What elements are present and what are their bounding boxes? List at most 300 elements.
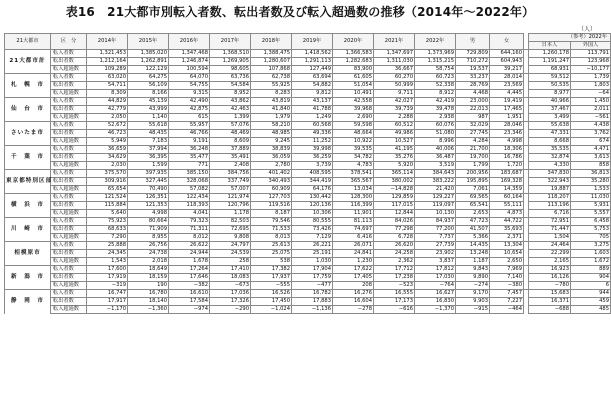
table-cell: 1,282,683 [333,58,374,66]
table-cell: 120,136 [292,202,333,210]
row-label: 転入者数 [51,242,87,250]
table-cell: 328,068 [169,178,210,186]
table-cell: 5,557 [571,210,611,218]
table-cell: 2,018 [128,258,169,266]
table-cell: 3,837 [415,258,456,266]
table-cell: −274 [456,282,490,290]
table-cell: 729,809 [456,50,490,58]
table-cell: 16,604 [333,298,374,306]
table-cell: −555 [251,282,292,290]
table-cell: 17,410 [210,266,251,274]
table-cell: 26,071 [333,242,374,250]
table-cell: 8,187 [251,210,292,218]
table-cell: 48,435 [128,130,169,138]
table-cell: 1,212,164 [87,58,128,66]
table-cell: 36,487 [415,154,456,162]
table-cell: 123,968 [571,58,611,66]
table-cell: 60,270 [374,74,415,82]
table-cell: 17,382 [251,266,292,274]
table-cell: 11,030 [571,194,611,202]
table-cell: 17,600 [87,266,128,274]
table-cell: 128,300 [333,194,374,202]
table-cell: 51,080 [415,130,456,138]
table-cell: 8,996 [415,138,456,146]
table-cell: 16,747 [87,290,128,298]
table-cell: 36,667 [374,66,415,74]
row-label: 転入者数 [51,290,87,298]
table-cell: 54,882 [292,82,333,90]
table-cell: 9,808 [210,234,251,242]
table-cell: −14,828 [374,186,415,194]
table-cell: 17,173 [374,298,415,306]
table-cell: 4,998 [128,210,169,218]
table-cell: 10,922 [333,138,374,146]
table-cell: 208 [333,282,374,290]
table-cell: 43,819 [251,98,292,106]
table-cell: 2,653 [456,210,490,218]
table-cell: 1,366,583 [333,50,374,58]
table-cell: 127,703 [251,194,292,202]
table-cell: 2,050 [87,114,128,122]
header-japanese: 日本人 [529,42,571,50]
header-year: 2021年 [374,34,415,50]
header-year: 2017年 [210,34,251,50]
table-cell: 17,646 [169,274,210,282]
header-year: 2022年 [415,34,456,50]
table-cell: 54,711 [87,82,128,90]
table-cell: 3,519 [415,162,456,170]
table-cell: −523 [374,282,415,290]
table-cell: −464 [490,306,524,314]
table-cell: 22,299 [529,250,571,258]
table-cell: 24,539 [210,250,251,258]
table-cell: 1,385,020 [128,50,169,58]
table-cell: 1,315,215 [415,58,456,66]
table-cell: 113,791 [571,50,611,58]
header-row-top [5,34,611,42]
table-cell: 459 [571,298,611,306]
table-cell: 674 [571,138,611,146]
table-cell: 74,697 [333,226,374,234]
table-cell: 57,076 [210,122,251,130]
table-cell: −974 [169,306,210,314]
table-row [5,178,611,186]
table-cell: 365,567 [333,178,374,186]
header-year: 2014年 [87,34,128,50]
table-cell: 22,013 [456,106,490,114]
table-cell: 2,165 [529,258,571,266]
table-row [5,130,611,138]
table-cell: 401,402 [251,170,292,178]
table-row [5,170,611,178]
table-cell: 65,654 [87,186,128,194]
table-cell: 8,012 [169,234,210,242]
table-cell: 2,408 [210,162,251,170]
table-cell: 23,569 [490,82,524,90]
table-row [5,122,611,130]
table-cell: 27,745 [456,130,490,138]
table-cell: 385,150 [169,170,210,178]
table-cell: 6,716 [529,210,571,218]
table-cell: 42,875 [169,106,210,114]
table-cell: 25,075 [251,250,292,258]
table-row [5,298,611,306]
table-cell: 63,694 [292,74,333,82]
table-cell: 378,541 [333,170,374,178]
row-label: 転入者数 [51,266,87,274]
table-cell: 42,463 [210,106,251,114]
table-cell: 18,306 [490,146,524,154]
row-label: 転出者数 [51,274,87,282]
table-cell: 71,533 [251,226,292,234]
table-cell: 40,006 [415,146,456,154]
table-cell: 36,248 [169,146,210,154]
row-label: 転出者数 [51,130,87,138]
table-cell: 1,720 [490,162,524,170]
row-label: 転入超過数 [51,66,87,74]
table-cell: 39,998 [292,146,333,154]
table-cell: 397,935 [128,170,169,178]
table-cell: 64,275 [128,74,169,82]
table-cell: 46,723 [87,130,128,138]
table-cell: 485 [571,306,611,314]
table-cell: 16,371 [529,298,571,306]
table-cell: 38,839 [251,146,292,154]
table-cell: 1,321,453 [87,50,128,58]
table-cell: 1,178 [210,210,251,218]
table-cell: 84,026 [374,218,415,226]
table-cell: 1,603 [571,250,611,258]
table-cell: 5,640 [87,210,128,218]
table-cell: 54,584 [210,82,251,90]
table-cell: 130,442 [292,194,333,202]
table-cell: 365,114 [374,170,415,178]
table-row [5,290,611,298]
table-row [5,218,611,226]
table-cell: 9,903 [456,298,490,306]
table-cell: 1,373,969 [415,50,456,58]
table-cell: 6,416 [333,234,374,242]
header-kubun: 区 分 [51,34,87,50]
table-cell: 327,445 [128,178,169,186]
table-cell: 39,478 [415,106,456,114]
table-cell: 375,570 [87,170,128,178]
row-label: 転入超過数 [51,282,87,290]
table-cell: 60,076 [415,122,456,130]
table-cell: 9,170 [456,290,490,298]
table-cell: 61,605 [333,74,374,82]
table-cell: 122,129 [128,66,169,74]
table-cell: 2,030 [87,162,128,170]
row-label: 転入者数 [51,74,87,82]
table-cell: 6,458 [571,218,611,226]
table-cell: 1,672 [571,258,611,266]
table-cell: 5,366 [456,234,490,242]
table-cell: 59,512 [529,74,571,82]
table-cell: −915 [456,306,490,314]
table-cell: 1,262,891 [128,58,169,66]
table-cell: 35,491 [210,154,251,162]
table-cell: 1,450 [571,98,611,106]
table-cell: 8,283 [251,90,292,98]
table-cell: 1,979 [251,114,292,122]
row-label: 転入者数 [51,170,87,178]
table-cell: 2,011 [571,106,611,114]
table-cell: 24,738 [128,250,169,258]
table-cell: 117,015 [374,202,415,210]
table-cell: 64,070 [169,74,210,82]
table-row [5,90,611,98]
table-cell: 17,326 [210,298,251,306]
header-female: 女 [490,34,524,50]
table-cell: 16,786 [490,154,524,162]
row-label: 転入超過数 [51,114,87,122]
table-cell: 35,693 [490,226,524,234]
table-cell: 16,923 [529,266,571,274]
table-cell: 1,269,905 [210,58,251,66]
table-cell: 37,889 [210,146,251,154]
table-cell: 24,797 [210,242,251,250]
table-row [5,242,611,250]
table-cell: −477 [292,282,333,290]
table-cell: 16,782 [292,290,333,298]
table-cell: 70,490 [128,186,169,194]
table-cell: 1,803 [571,82,611,90]
table-row [5,138,611,146]
table-cell: 3,613 [571,154,611,162]
table-row [5,66,611,74]
header-reference: （参考）2022年 [529,34,611,42]
table-cell: 19,700 [456,154,490,162]
table-cell: 17,450 [251,298,292,306]
table-cell: 4,468 [456,90,490,98]
table-cell: 127,449 [292,66,333,74]
table-cell: 25,613 [251,242,292,250]
table-cell: 52,338 [415,82,456,90]
table-cell: 59,598 [333,122,374,130]
row-label: 転出者数 [51,202,87,210]
row-label: 転出者数 [51,106,87,114]
table-cell: 644,160 [490,50,524,58]
table-cell: 100,594 [169,66,210,74]
table-cell: 771 [169,162,210,170]
table-cell: 71,447 [529,226,571,234]
table-cell: 121,974 [210,194,251,202]
row-label: 転入超過数 [51,90,87,98]
table-cell: 1,347,697 [374,50,415,58]
table-cell: 26,756 [128,242,169,250]
city-name: 21大都市計 [5,50,51,74]
table-row [5,258,611,266]
table-cell: 46,766 [169,130,210,138]
table-cell: 17,238 [374,274,415,282]
row-label: 転出者数 [51,82,87,90]
table-cell: 25,191 [292,250,333,258]
table-cell: 9,843 [456,266,490,274]
table-body [5,50,611,314]
table-cell: 64,176 [292,186,333,194]
table-cell: 23,346 [490,130,524,138]
table-row [5,162,611,170]
table-cell: 24,944 [169,250,210,258]
row-label: 転入者数 [51,122,87,130]
table-cell: 195,895 [456,178,490,186]
table-row [5,106,611,114]
table-cell: 24,345 [87,250,128,258]
table-row [5,82,611,90]
row-label: 転入超過数 [51,234,87,242]
table-cell: 28,014 [490,74,524,82]
table-cell: 47,723 [456,218,490,226]
table-cell: 13,034 [333,186,374,194]
table-cell: 107,868 [251,66,292,74]
table-cell: −278 [333,306,374,314]
table-cell: 63,020 [87,74,128,82]
table-cell: 17,919 [87,274,128,282]
table-cell: 41,788 [292,106,333,114]
table-cell: 1,230 [333,258,374,266]
table-cell: 4,783 [333,162,374,170]
table-cell: 7,183 [128,138,169,146]
table-cell: 36,059 [251,154,292,162]
table-row [5,266,611,274]
table-cell: 39,968 [333,106,374,114]
row-label: 転入超過数 [51,138,87,146]
row-label: 転入者数 [51,218,87,226]
table-cell: 6 [571,282,611,290]
row-label: 転入超過数 [51,210,87,218]
table-row [5,202,611,210]
row-label: 転入者数 [51,194,87,202]
table-cell: 41,840 [251,106,292,114]
table-cell: 44,829 [87,98,128,106]
city-name: 相模原市 [5,242,51,266]
table-cell: 1,399 [210,114,251,122]
table-cell: 58,754 [415,66,456,74]
table-row [5,250,611,258]
table-cell: 115,884 [87,202,128,210]
city-name: 新 潟 市 [5,266,51,290]
table-cell: 384,643 [415,170,456,178]
city-name: さいたま市 [5,122,51,146]
header-male: 男 [456,34,490,50]
table-cell: 39,535 [333,146,374,154]
table-cell: 384,756 [210,170,251,178]
table-cell: 705 [571,234,611,242]
table-cell: 55,638 [529,122,571,130]
table-cell: 9,191 [169,138,210,146]
table-cell: 15,683 [529,290,571,298]
table-cell: 1,187 [456,258,490,266]
table-cell: 16,126 [529,274,571,282]
table-cell: 35,276 [374,154,415,162]
table-cell: 383,222 [415,178,456,186]
table-cell: 16,780 [128,290,169,298]
table-cell: 14,435 [456,242,490,250]
table-row [5,98,611,106]
table-cell: 32,029 [456,122,490,130]
table-row [5,186,611,194]
table-cell: 50,535 [529,82,571,90]
table-row [5,50,611,58]
table-cell: 183,687 [490,170,524,178]
table-cell: 1,291,113 [292,58,333,66]
table-cell: 13,248 [456,250,490,258]
table-cell: 604,943 [490,58,524,66]
table-cell: 48,469 [210,130,251,138]
table-cell: 190 [128,282,169,290]
table-cell: 36,659 [87,146,128,154]
table-cell: 10,654 [490,250,524,258]
table-cell: 41,195 [374,146,415,154]
table-cell: 21,420 [415,186,456,194]
table-cell: 17,904 [292,266,333,274]
table-cell: 3,275 [571,242,611,250]
table-cell: 18,159 [128,274,169,282]
table-cell: 538 [251,258,292,266]
table-cell: 47,331 [529,130,571,138]
table-cell: 109,289 [87,66,128,74]
table-cell: 8,668 [529,138,571,146]
table-cell: 2,938 [415,114,456,122]
table-cell: 57,007 [210,186,251,194]
table-cell: 119,516 [251,202,292,210]
city-name: 静 岡 市 [5,290,51,314]
table-cell: 116,399 [333,202,374,210]
table-cell: 17,036 [210,290,251,298]
row-label: 転出者数 [51,250,87,258]
table-cell: 98,605 [210,66,251,74]
table-cell: 48,985 [251,130,292,138]
table-cell: 77,298 [374,226,415,234]
table-cell: 121,353 [128,202,169,210]
table-cell: 1,249 [292,114,333,122]
table-cell: 113,196 [529,202,571,210]
table-cell: 9,890 [456,274,490,282]
row-label: 転出者数 [51,178,87,186]
table-row [5,234,611,242]
table-cell: 7,290 [87,234,128,242]
header-year: 2018年 [251,34,292,50]
migration-table [4,33,611,314]
table-cell: 28,046 [490,122,524,130]
table-cell: 126,351 [128,194,169,202]
table-cell: 23,902 [415,250,456,258]
table-cell: −764 [415,282,456,290]
table-cell: 62,738 [251,74,292,82]
table-row [5,194,611,202]
table-cell: 4,438 [571,122,611,130]
table-cell: 129,859 [374,194,415,202]
table-cell: 18,649 [128,266,169,274]
table-cell: 4,330 [529,162,571,170]
table-cell: 34,782 [333,154,374,162]
table-cell: 19,537 [456,66,490,74]
header-city: 21大都市 [5,34,51,50]
table-cell: 17,264 [169,266,210,274]
table-cell: 35,477 [169,154,210,162]
table-row [5,306,611,314]
table-cell: 60,568 [292,122,333,130]
table-cell: 28,769 [456,82,490,90]
table-cell: 44,722 [490,218,524,226]
table-cell: 79,323 [169,218,210,226]
table-cell: 1,140 [128,114,169,122]
table-cell: 26,622 [169,242,210,250]
table-cell: 10,491 [333,90,374,98]
table-cell: 1,599 [128,162,169,170]
table-cell: 8,955 [128,234,169,242]
